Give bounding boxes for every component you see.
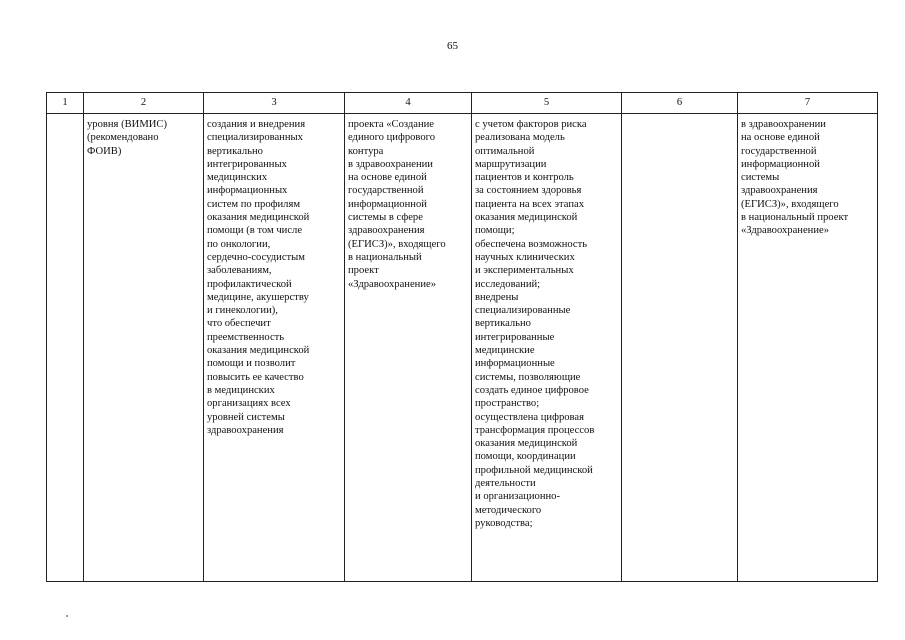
cell-text-line: интегрированных xyxy=(207,158,287,170)
cell-text-line: что обеспечит xyxy=(207,318,271,330)
cell-text-line: (ЕГИСЗ)», входящего xyxy=(348,238,446,250)
header-cell-7: 7 xyxy=(738,93,878,114)
cell-text-line: (ЕГИСЗ)», входящего xyxy=(741,198,839,210)
cell-col-3 xyxy=(204,114,345,582)
cell-text-line: руководства; xyxy=(475,517,533,529)
header-cell-2: 2 xyxy=(84,93,204,114)
cell-text-line: государственной xyxy=(348,185,424,197)
header-cell-1: 1 xyxy=(47,93,84,114)
cell-text-line: осуществлена цифровая xyxy=(475,411,584,423)
cell-text-line: системы xyxy=(741,172,780,184)
cell-text-line: реализована модель xyxy=(475,132,565,144)
cell-text-line: медицинские xyxy=(475,345,535,357)
cell-text-line: в здравоохранении xyxy=(348,158,433,170)
cell-text-line: систем по профилям xyxy=(207,198,301,210)
cell-text-line: в национальный проект xyxy=(741,212,849,224)
cell-text-line: информационных xyxy=(207,185,288,197)
header-cell-3: 3 xyxy=(204,93,345,114)
cell-col-2 xyxy=(84,114,204,582)
cell-text-line: государственной xyxy=(741,145,817,157)
cell-text-line: в здравоохранении xyxy=(741,119,826,130)
cell-text-line: повысить ее качество xyxy=(207,371,304,383)
cell-text-line: медицине, акушерству xyxy=(207,291,309,303)
header-cell-4: 4 xyxy=(345,93,472,114)
cell-text-line: проекта «Создание xyxy=(348,119,434,130)
cell-text-line: (рекомендовано xyxy=(87,132,159,144)
cell-text-line: информационной xyxy=(741,158,820,170)
content-table xyxy=(46,92,878,582)
cell-text-line: помощи, координации xyxy=(475,451,576,463)
cell-text-line: специализированные xyxy=(475,305,571,317)
header-cell-6: 6 xyxy=(622,93,738,114)
cell-col-1 xyxy=(47,114,84,582)
cell-text-line: системы в сфере xyxy=(348,212,423,224)
cell-text-line: научных клинических xyxy=(475,251,575,263)
cell-text-line: за состоянием здоровья xyxy=(475,185,582,197)
scan-speck xyxy=(66,615,68,617)
cell-text-line: обеспечена возможность xyxy=(475,238,588,250)
cell-text-line: и организационно- xyxy=(475,491,560,503)
cell-text-line: оказания медицинской xyxy=(475,212,578,224)
cell-text-line: здравоохранения xyxy=(348,225,425,237)
cell-text-line: пациента на всех этапах xyxy=(475,198,585,210)
cell-text-line: вертикально xyxy=(475,318,531,330)
cell-text-line: ФОИВ) xyxy=(87,145,122,157)
cell-text-line: на основе единой xyxy=(348,172,427,184)
cell-text-line: методического xyxy=(475,504,542,516)
cell-text-line: здравоохранения xyxy=(741,185,818,197)
cell-col-4 xyxy=(345,114,472,582)
cell-text-line: единого цифрового xyxy=(348,132,436,144)
cell-text-line: вертикально xyxy=(207,145,263,157)
cell-text-line: информационные xyxy=(475,358,555,370)
cell-text-line: «Здравоохранение» xyxy=(348,278,436,290)
cell-text-line: «Здравоохранение» xyxy=(741,225,829,237)
header-row xyxy=(47,93,878,114)
cell-text-line: оптимальной xyxy=(475,145,535,157)
cell-text-line: по онкологии, xyxy=(207,238,271,250)
cell-text-line: помощи; xyxy=(475,225,515,237)
cell-text-line: деятельности xyxy=(475,478,536,490)
cell-text-line: уровня (ВИМИС) xyxy=(87,119,167,130)
cell-text-line: пациентов и контроль xyxy=(475,172,574,184)
cell-text-line: создать единое цифровое xyxy=(475,384,589,396)
cell-text-line: в медицинских xyxy=(207,384,275,396)
cell-text-line: и гинекологии), xyxy=(207,305,278,317)
cell-text-line: преемственность xyxy=(207,331,285,343)
cell-col-5 xyxy=(472,114,622,582)
cell-col-7 xyxy=(738,114,878,582)
cell-text-line: проект xyxy=(348,265,379,277)
cell-text-line: оказания медицинской xyxy=(207,212,310,224)
cell-text-line: заболеваниям, xyxy=(207,265,272,277)
page-number: 65 xyxy=(447,40,458,52)
cell-text-line: специализированных xyxy=(207,132,303,144)
cell-text-line: пространство; xyxy=(475,398,540,410)
cell-text-line: организациях всех xyxy=(207,398,291,410)
cell-text-line: системы, позволяющие xyxy=(475,371,581,383)
cell-text-line: интегрированные xyxy=(475,331,555,343)
cell-text-line: на основе единой xyxy=(741,132,820,144)
cell-text-line: медицинских xyxy=(207,172,268,184)
cell-text-line: оказания медицинской xyxy=(475,438,578,450)
table-row xyxy=(47,114,878,582)
cell-text-line: трансформация процессов xyxy=(475,424,595,436)
cell-text-line: здравоохранения xyxy=(207,424,284,436)
cell-text-line: контура xyxy=(348,145,384,157)
cell-text-line: исследований; xyxy=(475,278,541,290)
cell-text-line: оказания медицинской xyxy=(207,345,310,357)
cell-text-line: профилактической xyxy=(207,278,292,290)
cell-text-line: маршрутизации xyxy=(475,158,547,170)
cell-text-line: помощи и позволит xyxy=(207,358,296,370)
cell-text-line: уровней системы xyxy=(207,411,285,423)
cell-text-line: создания и внедрения xyxy=(207,119,306,130)
cell-text-line: помощи (в том числе xyxy=(207,225,303,237)
header-cell-5: 5 xyxy=(472,93,622,114)
cell-text-line: в национальный xyxy=(348,251,422,263)
cell-text-line: с учетом факторов риска xyxy=(475,119,587,130)
cell-text-line: сердечно-сосудистым xyxy=(207,251,306,263)
cell-text-line: информационной xyxy=(348,198,427,210)
cell-text-line: профильной медицинской xyxy=(475,464,593,476)
cell-text-line: и экспериментальных xyxy=(475,265,574,277)
cell-col-6 xyxy=(622,114,738,582)
cell-text-line: внедрены xyxy=(475,291,519,303)
